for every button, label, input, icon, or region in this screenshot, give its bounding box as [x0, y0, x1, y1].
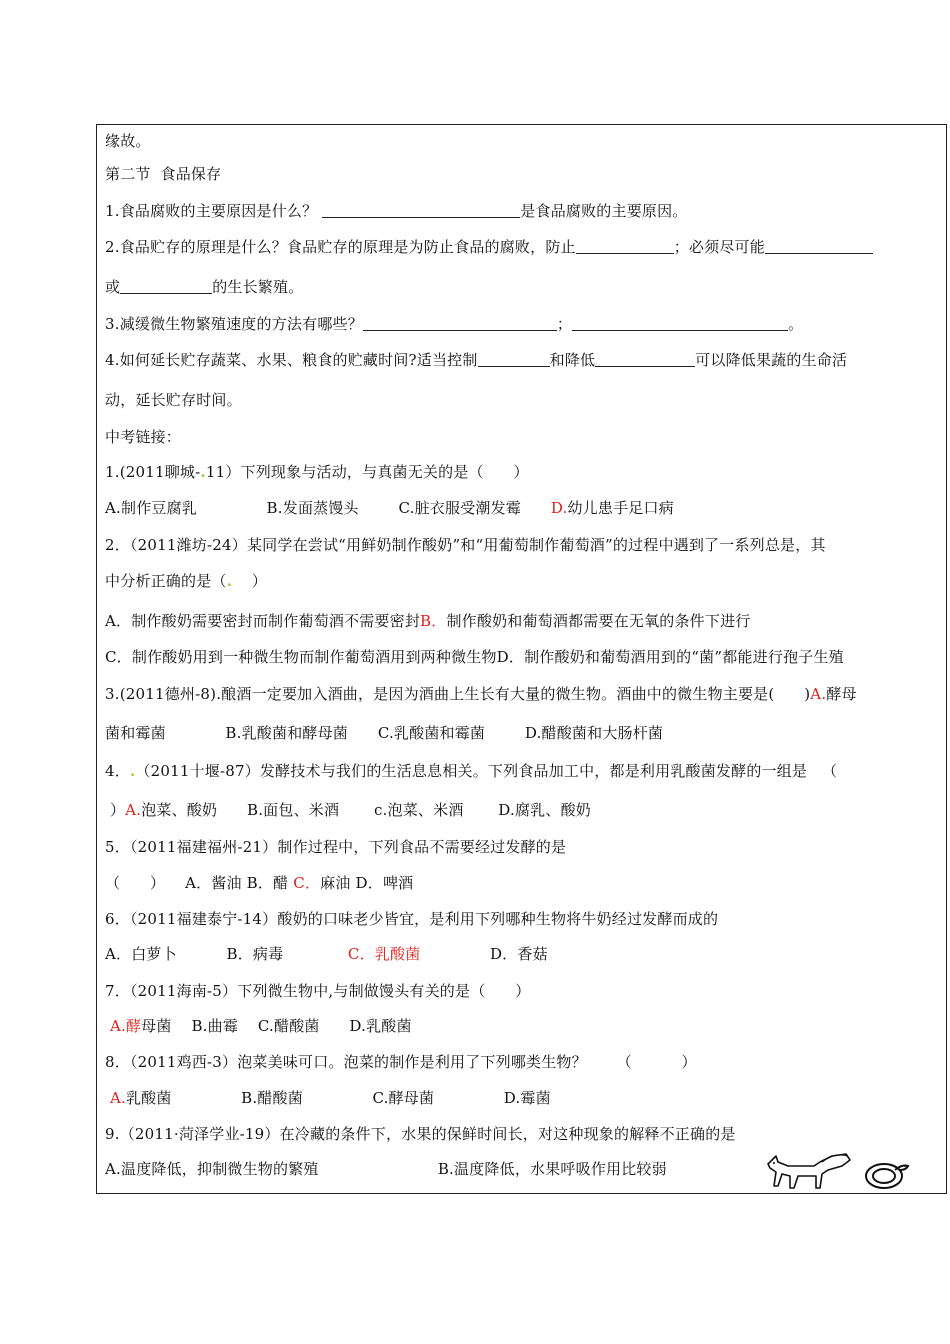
answer-mark: C．	[293, 874, 321, 892]
question-1: 1.食品腐败的主要原因是什么？ 是食品腐败的主要原因。	[105, 202, 688, 220]
answer-blank[interactable]	[595, 352, 695, 367]
exam-q2-cont: 中分析正确的是（. ）	[105, 572, 268, 590]
line-continuation: 缘故。	[105, 132, 151, 150]
exam-q1: 1.(2011聊城-.11）下列现象与活动，与真菌无关的是（ ）	[105, 463, 529, 481]
answer-mark: A.	[125, 801, 142, 819]
answer-mark: B．	[420, 612, 447, 630]
exam-q3: 3.(2011德州-8).酿酒一定要加入酒曲，是因为酒曲上生长有大量的微生物。酒曲中的微生物主要是( )A.酵母	[105, 685, 857, 703]
exam-q2-options-ab: A．制作酸奶需要密封而制作葡萄酒不需要密封B．制作酸奶和葡萄酒都需要在无氧的条件下进行	[105, 612, 751, 630]
answer-mark: C．乳酸菌	[347, 945, 421, 963]
exam-q8: 8．（2011鸡西-3）泡菜美味可口。泡菜的制作是利用了下列哪类生物？ （ ）	[105, 1053, 697, 1071]
answer-mark: D.	[550, 499, 568, 517]
exam-q5-options: （ ） A．酱油 B．醋 C．麻油 D．啤酒	[105, 874, 414, 892]
answer-blank[interactable]	[322, 203, 520, 218]
answer-blank[interactable]	[363, 316, 557, 331]
answer-blank[interactable]	[572, 316, 788, 331]
exam-q7: 7．（2011海南-5）下列微生物中,与制做馒头有关的是（ ）	[105, 982, 531, 1000]
exam-q1-options: A.制作豆腐乳 B.发面蒸馒头 C.脏衣服受潮发霉 D.幼儿患手足口病	[105, 499, 674, 517]
section-heading: 第二节 食品保存	[105, 165, 222, 183]
answer-mark: A.	[810, 685, 827, 703]
answer-blank[interactable]	[478, 352, 550, 367]
answer-mark: A.	[109, 1089, 126, 1107]
answer-blank[interactable]	[576, 239, 674, 254]
exam-q5: 5．（2011福建福州-21）制作过程中，下列食品不需要经过发酵的是	[105, 838, 567, 856]
question-3: 3.减缓微生物繁殖速度的方法有哪些？ ； 。	[105, 315, 804, 333]
question-2: 2.食品贮存的原理是什么？食品贮存的原理是为防止食品的腐败，防止 ；必须尽可能	[105, 237, 873, 257]
exam-q6-options: A．白萝卜 B．病毒 C．乳酸菌 D．香菇	[105, 945, 548, 963]
exam-q9: 9.（2011·菏泽学业-19）在冷藏的条件下，水果的保鲜时间长，对这种现象的解释不正确的是	[105, 1125, 736, 1143]
question-2-cont: 或 的生长繁殖。	[105, 278, 304, 296]
fox-illustration-icon	[762, 1148, 852, 1194]
question-4: 4.如何延长贮存蔬菜、水果、粮食的贮藏时间?适当控制 和降低 可以降低果蔬的生命活	[105, 351, 848, 369]
exam-q6: 6．（2011福建泰宁-14）酸奶的口味老少皆宜，是利用下列哪种生物将牛奶经过发酵而成的	[105, 910, 719, 928]
exam-q2-options-cd: C．制作酸奶用到一种微生物而制作葡萄酒用到两种微生物D．制作酸奶和葡萄酒用到的“菌”都能进行孢子生殖	[105, 648, 844, 666]
answer-mark: A.酵	[109, 1017, 142, 1035]
snake-illustration-icon	[862, 1156, 912, 1192]
exam-links-heading: 中考链接：	[105, 428, 182, 446]
exam-q4: 4．.（2011十堰-87）发酵技术与我们的生活息息相关。下列食品加工中，都是利用乳酸菌发酵的一组是 （	[105, 762, 838, 780]
answer-blank[interactable]	[765, 239, 873, 254]
exam-q4-options: ）A.泡菜、酸奶 B.面包、米酒 c.泡菜、米酒 D.腐乳、酸奶	[105, 801, 591, 819]
exam-q3-options: 菌和霉菌 B.乳酸菌和酵母菌 C.乳酸菌和霉菌 D.醋酸菌和大肠杆菌	[105, 724, 664, 742]
answer-blank[interactable]	[120, 279, 212, 294]
exam-q8-options: A.乳酸菌 B.醋酸菌 C.酵母菌 D.霉菌	[109, 1089, 551, 1107]
exam-q7-options: A.酵母菌 B.曲霉 C.醋酸菌 D.乳酸菌	[109, 1017, 412, 1035]
exam-q2: 2．（2011潍坊-24）某同学在尝试“用鲜奶制作酸奶”和“用葡萄制作葡萄酒”的过程中遇到了一系列总是，其	[105, 536, 826, 554]
question-4-cont: 动，延长贮存时间。	[105, 391, 242, 409]
exam-q9-options: A.温度降低，抑制微生物的繁殖 B.温度降低，水果呼吸作用比较弱	[105, 1160, 667, 1178]
